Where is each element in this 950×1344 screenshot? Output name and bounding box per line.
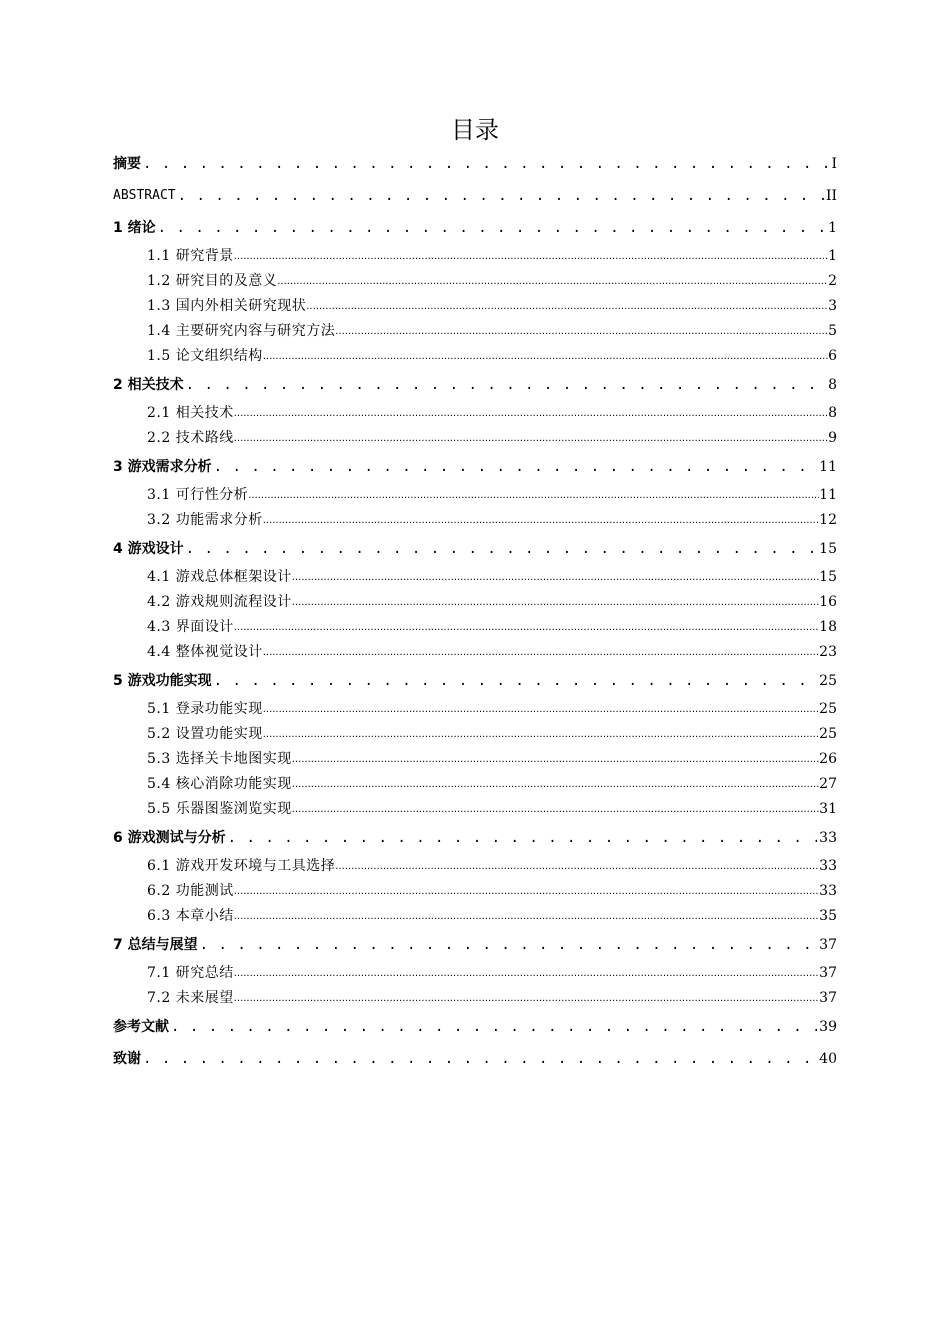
dot-leader — [277, 269, 828, 294]
toc-entry-label: 2.1 相关技术 — [147, 405, 234, 421]
table-of-contents — [113, 148, 837, 1075]
dot-leader — [234, 615, 819, 640]
toc-chapter-entry[interactable] — [113, 212, 837, 244]
toc-entry-page-number: 1 — [828, 248, 837, 264]
toc-section-entry[interactable] — [113, 319, 837, 344]
dot-leader — [292, 565, 819, 590]
dot-leader — [234, 244, 828, 269]
dot-leader — [263, 722, 819, 747]
dot-leader — [234, 879, 819, 904]
toc-entry-label: 6.1 游戏开发环境与工具选择 — [147, 858, 336, 874]
dot-leader — [234, 986, 819, 1011]
toc-chapter-entry[interactable] — [113, 665, 837, 697]
toc-entry-page-number: 3 — [828, 298, 837, 314]
toc-entry-page-number: 33 — [819, 830, 837, 846]
toc-entry-label: 4.4 整体视觉设计 — [147, 644, 263, 660]
dot-leader — [335, 319, 828, 344]
toc-entry-label: 1.3 国内外相关研究现状 — [147, 298, 307, 314]
dot-leader — [248, 483, 819, 508]
toc-chapter-entry[interactable] — [113, 1011, 837, 1043]
toc-section-entry[interactable] — [113, 854, 837, 879]
toc-entry-label: ABSTRACT — [113, 188, 176, 203]
toc-entry-page-number: 35 — [819, 908, 837, 924]
toc-entry-page-number: 26 — [819, 751, 837, 767]
toc-entry-page-number: 25 — [819, 673, 837, 689]
toc-entry-page-number: 1 — [828, 220, 837, 236]
toc-entry-label: 2.2 技术路线 — [147, 430, 234, 446]
toc-entry-page-number: 15 — [819, 541, 837, 557]
toc-entry-label: 5.2 设置功能实现 — [147, 726, 263, 742]
toc-entry-page-number: 37 — [819, 937, 837, 953]
toc-section-entry[interactable] — [113, 269, 837, 294]
toc-entry-label: 1.4 主要研究内容与研究方法 — [147, 323, 336, 339]
toc-entry-page-number: 40 — [819, 1051, 837, 1067]
toc-chapter-entry[interactable] — [113, 1043, 837, 1075]
toc-section-entry[interactable] — [113, 772, 837, 797]
dot-leader — [292, 797, 819, 822]
dot-leader — [292, 772, 819, 797]
toc-section-entry[interactable] — [113, 961, 837, 986]
dot-leader — [200, 929, 818, 961]
toc-entry-label: 7.1 研究总结 — [147, 965, 234, 981]
toc-entry-page-number: 11 — [819, 487, 837, 503]
dot-leader — [234, 904, 819, 929]
dot-leader — [335, 854, 819, 879]
toc-entry-page-number: 5 — [828, 323, 837, 339]
dot-leader — [292, 747, 819, 772]
dot-leader — [234, 426, 828, 451]
toc-section-entry[interactable] — [113, 797, 837, 822]
toc-chapter-entry[interactable] — [113, 148, 837, 180]
toc-entry-page-number: II — [825, 188, 837, 204]
dot-leader — [263, 508, 819, 533]
toc-chapter-entry[interactable] — [113, 533, 837, 565]
toc-entry-label: 7.2 未来展望 — [147, 990, 234, 1006]
toc-chapter-entry[interactable] — [113, 369, 837, 401]
toc-section-entry[interactable] — [113, 590, 837, 615]
toc-section-entry[interactable] — [113, 565, 837, 590]
toc-entry-label: 5.4 核心消除功能实现 — [147, 776, 292, 792]
dot-leader — [292, 590, 819, 615]
toc-entry-label: 4 游戏设计 — [113, 541, 184, 557]
toc-entry-page-number: 37 — [819, 990, 837, 1006]
dot-leader — [143, 1043, 817, 1075]
dot-leader — [158, 212, 826, 244]
dot-leader — [263, 344, 828, 369]
toc-section-entry[interactable] — [113, 508, 837, 533]
toc-entry-label: 1.5 论文组织结构 — [147, 348, 263, 364]
toc-entry-label: 5.1 登录功能实现 — [147, 701, 263, 717]
toc-entry-page-number: 33 — [819, 858, 837, 874]
dot-leader — [178, 180, 824, 212]
toc-entry-page-number: 33 — [819, 883, 837, 899]
toc-section-entry[interactable] — [113, 722, 837, 747]
toc-entry-page-number: 11 — [819, 459, 837, 475]
dot-leader — [263, 697, 819, 722]
toc-section-entry[interactable] — [113, 344, 837, 369]
toc-entry-label: 3 游戏需求分析 — [113, 459, 212, 475]
toc-entry-label: 5.3 选择关卡地图实现 — [147, 751, 292, 767]
dot-leader — [143, 148, 829, 180]
toc-section-entry[interactable] — [113, 483, 837, 508]
toc-entry-label: 4.2 游戏规则流程设计 — [147, 594, 292, 610]
toc-entry-page-number: 2 — [828, 273, 837, 289]
dot-leader — [186, 533, 818, 565]
toc-entry-label: 6.2 功能测试 — [147, 883, 234, 899]
toc-entry-label: 5 游戏功能实现 — [113, 673, 212, 689]
toc-entry-page-number: 23 — [819, 644, 837, 660]
toc-entry-label: 4.3 界面设计 — [147, 619, 234, 635]
dot-leader — [228, 822, 818, 854]
toc-entry-label: 1.2 研究目的及意义 — [147, 273, 278, 289]
dot-leader — [234, 961, 819, 986]
toc-section-entry[interactable] — [113, 401, 837, 426]
toc-entry-label: 4.1 游戏总体框架设计 — [147, 569, 292, 585]
toc-entry-label: 6 游戏测试与分析 — [113, 830, 226, 846]
toc-entry-label: 参考文献 — [113, 1019, 169, 1035]
toc-entry-label: 1.1 研究背景 — [147, 248, 234, 264]
toc-entry-page-number: 8 — [828, 377, 837, 393]
toc-section-entry[interactable] — [113, 747, 837, 772]
toc-entry-page-number: 16 — [819, 594, 837, 610]
dot-leader — [306, 294, 828, 319]
toc-chapter-entry[interactable] — [113, 822, 837, 854]
toc-section-entry[interactable] — [113, 426, 837, 451]
toc-section-entry[interactable] — [113, 294, 837, 319]
dot-leader — [186, 369, 826, 401]
page-title: 目录 — [451, 116, 499, 144]
dot-leader — [214, 665, 818, 697]
toc-entry-page-number: 39 — [819, 1019, 837, 1035]
toc-entry-page-number: 15 — [819, 569, 837, 585]
toc-entry-label: 1 绪论 — [113, 220, 156, 236]
toc-entry-label: 7 总结与展望 — [113, 937, 198, 953]
toc-chapter-entry[interactable] — [113, 451, 837, 483]
toc-entry-page-number: I — [831, 156, 837, 172]
toc-entry-label: 摘要 — [113, 156, 141, 172]
toc-section-entry[interactable] — [113, 697, 837, 722]
toc-entry-page-number: 18 — [819, 619, 837, 635]
dot-leader — [171, 1011, 817, 1043]
toc-entry-label: 致谢 — [113, 1051, 141, 1067]
toc-section-entry[interactable] — [113, 244, 837, 269]
toc-section-entry[interactable] — [113, 615, 837, 640]
toc-entry-page-number: 9 — [828, 430, 837, 446]
toc-entry-page-number: 31 — [819, 801, 837, 817]
dot-leader — [214, 451, 818, 483]
toc-entry-page-number: 37 — [819, 965, 837, 981]
toc-entry-label: 2 相关技术 — [113, 377, 184, 393]
toc-entry-page-number: 12 — [819, 512, 837, 528]
toc-entry-page-number: 25 — [819, 726, 837, 742]
toc-section-entry[interactable] — [113, 640, 837, 665]
toc-entry-page-number: 25 — [819, 701, 837, 717]
toc-entry-label: 3.1 可行性分析 — [147, 487, 249, 503]
toc-section-entry[interactable] — [113, 879, 837, 904]
toc-chapter-entry[interactable] — [113, 180, 837, 212]
toc-section-entry[interactable] — [113, 904, 837, 929]
toc-entry-page-number: 6 — [828, 348, 837, 364]
toc-chapter-entry[interactable] — [113, 929, 837, 961]
dot-leader — [263, 640, 819, 665]
toc-entry-page-number: 27 — [819, 776, 837, 792]
toc-entry-label: 6.3 本章小结 — [147, 908, 234, 924]
toc-section-entry[interactable] — [113, 986, 837, 1011]
toc-entry-label: 5.5 乐器图鉴浏览实现 — [147, 801, 292, 817]
toc-entry-page-number: 8 — [828, 405, 837, 421]
dot-leader — [234, 401, 828, 426]
toc-entry-label: 3.2 功能需求分析 — [147, 512, 263, 528]
